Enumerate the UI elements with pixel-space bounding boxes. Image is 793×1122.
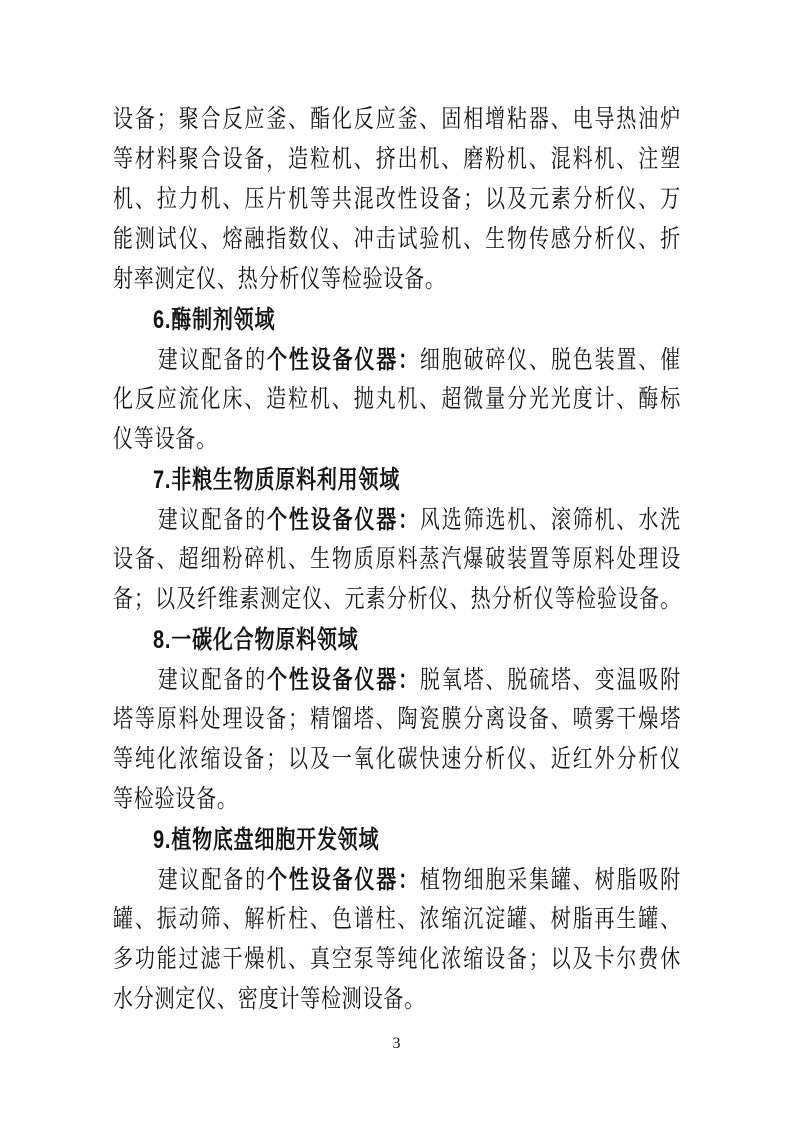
text-segment: 化反应流化床、造粒机、抛丸机、超微量分光光度计、酶标	[113, 386, 681, 413]
text-segment: 水分测定仪、密度计等检测设备。	[113, 986, 426, 1013]
text-segment: 风选筛选机、滚筛机、水洗	[419, 507, 681, 534]
para-polymer-continued	[113, 100, 681, 300]
text-line	[113, 180, 681, 220]
bold-term: 个性设备仪器：	[267, 866, 420, 894]
page-number: 3	[392, 1035, 401, 1052]
para-section-7	[113, 500, 681, 620]
para-section-9	[113, 860, 681, 1020]
text-segment: 罐、振动筛、解析柱、色谱柱、浓缩沉淀罐、树脂再生罐、	[113, 906, 681, 933]
heading-section-8: 8.一碳化合物原料领域	[153, 626, 359, 654]
bold-term: 个性设备仪器：	[267, 346, 420, 374]
text-line	[113, 940, 681, 980]
text-segment: 塔等原料处理设备；精馏塔、陶瓷膜分离设备、喷雾干燥塔	[113, 706, 681, 733]
text-segment: 设备、超细粉碎机、生物质原料蒸汽爆破装置等原料处理设	[113, 546, 681, 573]
text-line	[113, 220, 681, 260]
text-segment: 建议配备的	[157, 507, 268, 534]
text-line	[113, 580, 681, 620]
text-line	[113, 420, 681, 460]
text-line	[113, 100, 681, 140]
text-line	[113, 860, 681, 900]
para-section-6	[113, 340, 681, 460]
text-line	[113, 740, 681, 780]
text-line	[113, 660, 681, 700]
text-segment: 建议配备的	[157, 667, 268, 694]
text-segment: 脱氧塔、脱硫塔、变温吸附	[419, 667, 681, 694]
text-line	[113, 900, 681, 940]
heading-section-7: 7.非粮生物质原料利用领域	[153, 466, 401, 494]
text-segment: 细胞破碎仪、脱色装置、催	[419, 347, 681, 374]
text-line	[113, 540, 681, 580]
text-line	[113, 780, 681, 820]
text-segment: 射率测定仪、热分析仪等检验设备。	[113, 266, 446, 293]
text-segment: 建议配备的	[157, 867, 268, 894]
text-line	[113, 140, 681, 180]
text-segment: 植物细胞采集罐、树脂吸附	[419, 867, 681, 894]
text-line	[113, 260, 681, 300]
heading-section-9: 9.植物底盘细胞开发领域	[153, 826, 380, 854]
page-footer	[0, 1033, 793, 1055]
text-segment: 备；以及纤维素测定仪、元素分析仪、热分析仪等检验设备。	[113, 586, 681, 613]
para-section-8	[113, 660, 681, 820]
text-segment: 机、拉力机、压片机等共混改性设备；以及元素分析仪、万	[113, 186, 681, 213]
text-segment: 等纯化浓缩设备；以及一氧化碳快速分析仪、近红外分析仪	[113, 746, 681, 773]
text-segment: 设备；聚合反应釜、酯化反应釜、固相增粘器、电导热油炉	[113, 106, 681, 133]
text-line	[113, 700, 681, 740]
text-segment: 能测试仪、熔融指数仪、冲击试验机、生物传感分析仪、折	[113, 226, 681, 253]
text-segment: 等材料聚合设备，造粒机、挤出机、磨粉机、混料机、注塑	[113, 146, 681, 173]
text-line	[113, 500, 681, 540]
heading-section-6: 6.酶制剂领域	[153, 306, 276, 334]
document-body	[113, 100, 681, 1020]
text-segment: 仪等设备。	[113, 426, 218, 453]
text-line	[113, 380, 681, 420]
text-line	[113, 980, 681, 1020]
text-segment: 建议配备的	[157, 347, 268, 374]
text-line	[113, 340, 681, 380]
bold-term: 个性设备仪器：	[267, 506, 420, 534]
bold-term: 个性设备仪器：	[267, 666, 420, 694]
text-segment: 等检验设备。	[113, 786, 238, 813]
text-segment: 多功能过滤干燥机、真空泵等纯化浓缩设备；以及卡尔费休	[113, 946, 681, 973]
